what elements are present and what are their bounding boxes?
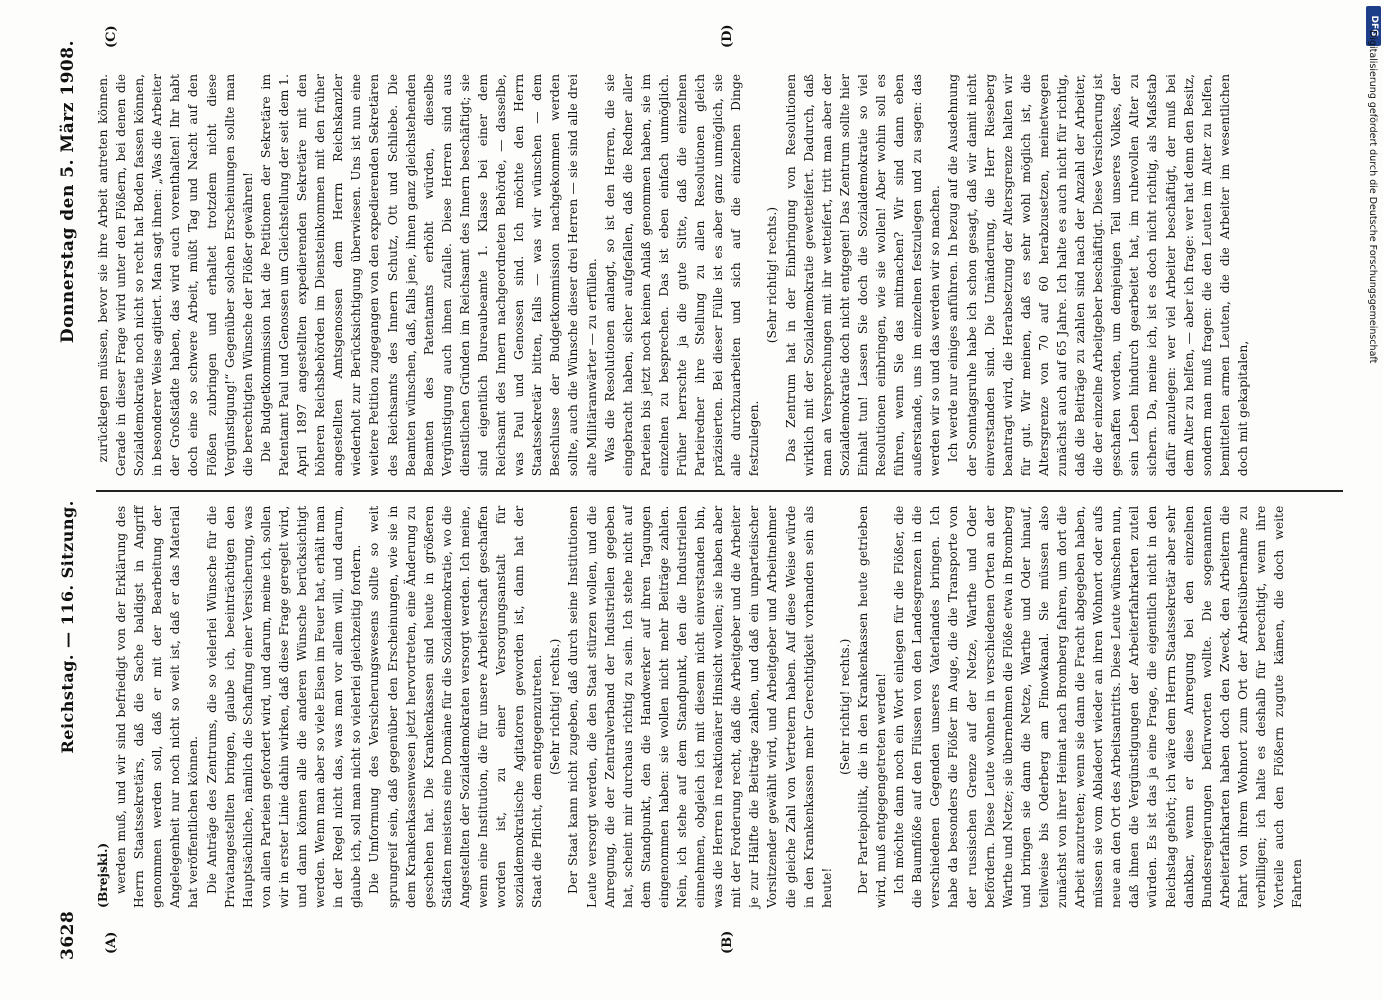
session-date: Donnerstag den 5. März 1908. — [58, 40, 78, 344]
margin-mark-a: (A) — [104, 931, 119, 954]
digitization-credit — [1363, 30, 1381, 730]
paragraph: Was die Resolutionen anlangt, so ist den Herren, die sie eingebracht haben, sicher aufgefallen, daß die Redner aller Parteien bis jetzt noch keinen Anlaß genommen haben, sie im einzelnen zu besprechen. Das ist eben einfach unmöglich. Früher herrschte ja die gute Sitte, daß die einzelnen Parteiredner ihre Stellung zu allen Resolutionen gleich präzisierten. Bei dieser Fülle ist es aber ganz unmöglich, sie alle durchzuarbeiten und sich auf die einzelnen Dinge festzulegen. — [602, 74, 762, 477]
paragraph: Ich werde nur einiges anführen. In bezug auf die Ausdehnung der Sonntagsruhe habe ich schon gesagt, daß wir damit nicht einverstanden sind. Die Umänderung, die Herr Rieseberg beantragt wird, die Herabsetzung der Altersgrenze halten wir für gut. Wir meinen, daß es sehr wohl möglich ist, die Altersgrenze von 70 auf 60 herabzusetzen, meinetwegen zunächst auch auf 65 Jahre. Ich halte es auch nicht für richtig, daß die Beiträge zu zahlen sind nach der Anzahl der Arbeiter, die der einzelne Arbeitgeber beschäftigt. Diese Versicherung ist geschaffen worden, um demjenigen Teil unseres Volkes, der sein Leben hindurch gearbeitet hat, im ruhevollen Alter zu sichern. Da, meine ich, ist es doch nicht richtig, als Maßstab dafür anzulegen: wer viel Arbeiter beschäftigt, der muß bei dem Alter zu helfen, — aber ich frage: wer hat denn den Besitz, sondern man muß fragen: die den Leuten im Alter zu helfen, bemittelten armen Leuten, die die Arbeiter im wesentlichen doch mit gekapitalen, — [946, 74, 1250, 477]
left-column — [94, 492, 1343, 922]
interjection: (Sehr richtig! rechts.) — [765, 206, 780, 344]
paragraph: Der Staat kann nicht zugeben, daß durch seine Institutionen Leute versorgt werden, die den Staat stürzen wollen, und die Anregung, die der Zentralverband der Industriellen gegeben hat, scheint mir durchaus richtig zu sein. Ich stehe nicht auf dem Standpunkt, den die Handwerker auf ihren Tagungen eingenommen haben: sie wollen nicht mehr Beiträge zahlen. Nein, ich stehe auf dem Standpunkt, den die Industriellen einnehmen, obgleich ich mit diesem nicht einverstanden bin, was die Herren in reaktionärer Hinsicht wollen; sie haben aber mit der Forderung recht, daß die Arbeitgeber und die Arbeiter je zur Hälfte die Beiträge zahlen, und daß ein unparteiischer Vorsitzender gewählt wird, und Arbeitgeber und Arbeitnehmer die gleiche Zahl von Vertretern haben. Auf diese Weise würde in den Krankenkassen mehr Gerechtigkeit vorhanden sein als heute! — [566, 505, 834, 908]
interjection: (Sehr richtig! rechts.) — [548, 638, 563, 776]
paragraph: Die Anträge des Zentrums, die so vielerlei Wünsche für die Privatangestellten bringen, glaube ich, beeinträchtigen den Hauptsächliche, nämlich die Schaffung einer Versicherung, was von allen Parteien gefordert wird, und darum, meine ich, sollen wir in erster Linie dahin wirken, daß diese Frage geregelt wird, und dann können alle die anderen Wünsche berücksichtigt werden. Wenn man aber so viele Eisen im Feuer hat, erhält man in der Regel nicht das, was man vor allem will, und darum, glaube ich, soll man nicht so vielerlei gleichzeitig fordern. — [204, 505, 364, 908]
column-divider — [96, 490, 1343, 492]
paragraph: Die Umformung des Versicherungswesens sollte so weit sprungreif sein, daß gegenüber den Erscheinungen, wie sie in dem Krankenkassenwesen jetzt hervortreten, eine Änderung zu geschehen hat. Die Krankenkassen sind heute in größeren Städten meistens eine Domäne für die Sozialdemokratie, wo die Angestellten der Sozialdemokraten versorgt werden. Ich meine, wenn eine Institution, die für unsere Arbeiterschaft geschaffen worden ist, zu einer Versorgungsanstalt für sozialdemokratische Agitatoren geworden ist, dann hat der Staat die Pflicht, dem entgegenzutreten. — [367, 505, 545, 908]
paragraph: werden muß, und wir sind befriedigt von der Erklärung des Herrn Staatssekretärs, daß die Sache baldigst in Angriff genommen werden soll, daß er mit der Bearbeitung der Angelegenheit nur noch nicht so weit ist, daß er das Material hat veröffentlichen können. — [114, 505, 201, 908]
paragraph: Ich möchte dann noch ein Wort einlegen für die Flößer, die die Baumflöße auf den Flüssen von den Landesgrenzen in die verschiedenen Gegenden unseres Vaterlandes bringen. Ich habe da besonders die Flößer im Auge, die die Transporte von der russischen Grenze auf der Netze, Warthe und Oder befördern. Diese Leute wohnen in verschiedenen Orten an der Warthe und Netze; sie übernehmen die Flöße etwa in Bromberg und bringen sie dann die Netze, Warthe und Oder hinauf, teilweise bis Oderberg am Finowkanal. Sie müssen also zunächst von ihrer Heimat nach Bromberg fahren, um dort die Arbeit anzutreten; wenn sie dann die Fracht abgegeben haben, müssen sie vom Abladeort wieder an ihren Wohnort oder aufs neue an den Ort des Arbeitsantritts. Diese Leute wünschen nun, daß ihnen die Vergünstigungen der Arbeiterfahrkarten zuteil würden. Es ist das ja eine Frage, die eigentlich nicht in den Reichstag gehört; ich wäre dem Herrn Staatssekretär aber sehr dankbar, wenn er diese Anregung bei den einzelnen Bundesregierungen befürworten wollte. Die sogenannten Arbeiterfahrkarten haben doch den Zweck, den Arbeitern die Fahrt von ihrem Wohnort zum Ort der Arbeitsübernahme zu verbilligen; ich halte es deshalb für berechtigt, wenn ihre Vorteile auch den Flößern zugute kämen, die doch weite Fahrten — [892, 505, 1305, 908]
margin-mark-c: (C) — [104, 25, 119, 48]
paragraph: Das Zentrum hat in der Einbringung von Resolutionen wirklich mit der Sozialdemokratie gewetteifert. Dadurch, daß man an Versprechungen mit ihr wetteifert, tritt man aber der Sozialdemokratie doch nicht entgegen! Das Zentrum sollte hier Einhalt tun! Lassen Sie doch die Sozialdemokratie so viel Resolutionen einbringen, wie sie wollen! Aber wohin soll es führen, wenn Sie das mitmachen? Wir sind dann eben außerstande, uns im einzelnen festzulegen und zu sagen: das werden wir so und das werden wir so machen. — [783, 74, 943, 477]
interjection: (Sehr richtig! rechts.) — [837, 638, 852, 776]
margin-mark-b: (B) — [720, 930, 735, 954]
page-number: 3628 — [58, 910, 78, 960]
margin-mark-d: (D) — [720, 24, 735, 48]
dfg-logo: DFG — [1366, 6, 1381, 46]
paragraph: zurücklegen müssen, bevor sie ihre Arbeit antreten können. Gerade in dieser Frage wird unter den Flößern, bei denen die Sozialdemokratie noch nicht so recht hat Boden fassen können, in besonderer Weise agitiert. Man sagt ihnen: „Was die Arbeiter der Großstädte haben, das wird euch vorenthalten! Ihr habt doch eine so schwere Arbeit, müßt Tag und Nacht auf den Flößen zubringen und erhaltet trotzdem nicht diese Vergünstigung!“ Gegenüber solchen Erscheinungen sollte man die berechtigten Wünsche der Flößer gewähren! — [96, 74, 255, 477]
paragraph: Der Parteipolitik, die in den Krankenkassen heute getrieben wird, muß entgegengetreten werden! — [855, 505, 889, 908]
session-title: Reichstag. — 116. Sitzung. — [58, 500, 77, 754]
credit-text: Digitalisierung gefördert durch die Deutsche Forschungsgemeinschaft — [1367, 30, 1378, 364]
page-header — [58, 40, 84, 960]
paragraph: Die Budgetkommission hat die Petitionen der Sekretäre im Patentamt Paul und Genossen um Gleichstellung der seit dem 1. April 1897 angestellten expedierenden Sekretäre mit den höheren Reichsbehörden im Diensteinkommen mit den früher angestellten Amtsgenossen dem Herrn Reichskanzler wiederholt zur Berücksichtigung überwiesen. Uns ist nun eine weitere Petition zugegangen von den expedierenden Sekretären des Reichsamts des Innern Schutz, Ott und Schliebe. Die Beamten wünschen, daß, falls jene, ihnen ganz gleichstehenden Beamten des Patentamts erhöht würden, dieselbe Vergünstigung auch ihnen zufalle. Diese Herren sind aus dienstlichen Gründen im Reichsamt des Innern beschäftigt; sie sind eigentlich Bureaubeamte 1. Klasse bei einer dem Reichsamt des Innern nachgeordneten Behörde, — dasselbe, was Paul und Genossen sind. Ich möchte den Herrn Staatssekretär bitten, falls — was wir wünschen — dem Beschlusse der Budgetkommission nachgekommen werden sollte, auch die Wünsche dieser drei Herren — sie sind alle drei alte Militäranwärter — zu erfüllen. — [258, 74, 599, 477]
text-columns — [94, 60, 1343, 922]
speaker-name: (Brejski.) — [95, 842, 110, 908]
right-column — [94, 60, 1343, 490]
